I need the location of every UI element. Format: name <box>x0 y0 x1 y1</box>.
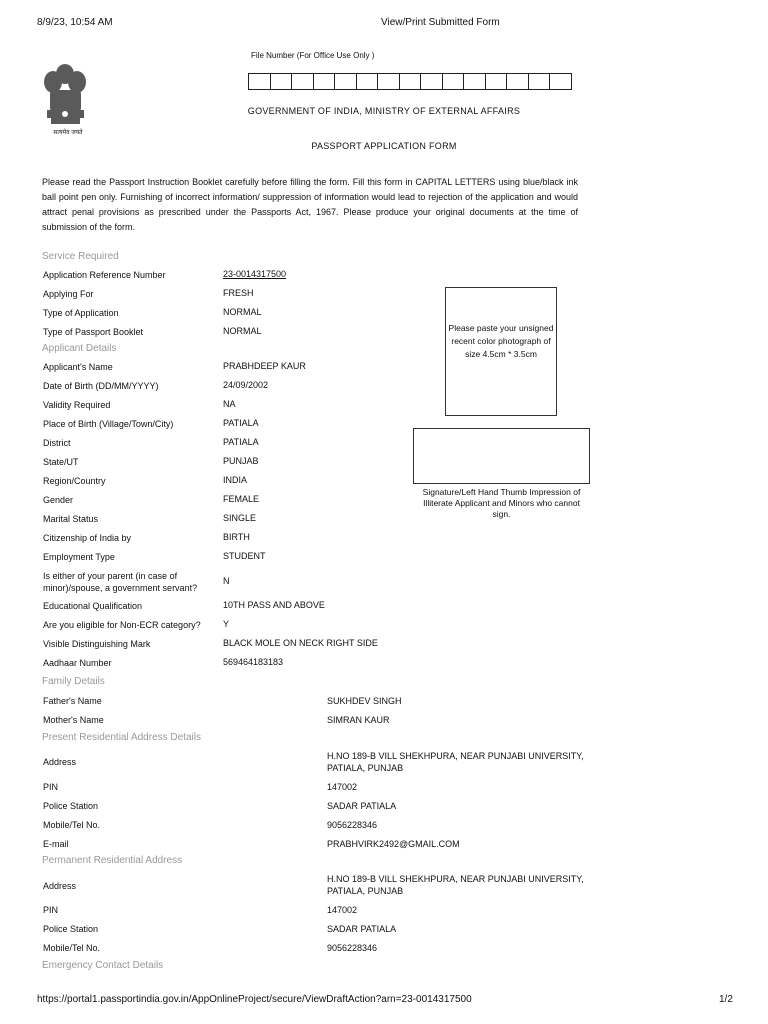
value-type-of-application: NORMAL <box>223 307 262 317</box>
label-distinguishing-mark: Visible Distinguishing Mark <box>43 639 151 649</box>
label-arn: Application Reference Number <box>43 270 166 280</box>
section-family-details: Family Details <box>42 676 105 687</box>
label-present-police-station: Police Station <box>43 801 99 811</box>
value-present-police-station: SADAR PATIALA <box>327 801 397 811</box>
photo-instruction: Please paste your unsigned recent color photograph of size 4.5cm * 3.5cm <box>448 323 554 359</box>
section-service-required: Service Required <box>42 251 119 262</box>
value-present-pin: 147002 <box>327 782 358 792</box>
value-applicant-name: PRABHDEEP KAUR <box>223 361 306 371</box>
value-present-address: H.NO 189-B VILL SHEKHPURA, NEAR PUNJABI UNIVERSITY, PATIALA, PUNJAB <box>327 751 584 773</box>
value-place-of-birth: PATIALA <box>223 418 259 428</box>
section-present-address: Present Residential Address Details <box>42 732 201 743</box>
value-applying-for: FRESH <box>223 288 254 298</box>
value-education: 10TH PASS AND ABOVE <box>223 600 325 610</box>
value-permanent-mobile: 9056228346 <box>327 943 378 953</box>
photo-box <box>445 287 557 416</box>
label-marital-status: Marital Status <box>43 514 99 524</box>
label-validity: Validity Required <box>43 400 111 410</box>
signature-box <box>413 428 590 484</box>
value-father-name: SUKHDEV SINGH <box>327 696 402 706</box>
label-present-pin: PIN <box>43 782 59 792</box>
emblem-motto: सत्यमेव जयते <box>53 130 83 136</box>
section-permanent-address: Permanent Residential Address <box>42 855 183 866</box>
label-non-ecr: Are you eligible for Non-ECR category? <box>43 620 201 630</box>
label-aadhaar: Aadhaar Number <box>43 658 112 668</box>
label-present-address: Address <box>43 757 77 767</box>
label-present-mobile: Mobile/Tel No. <box>43 820 101 830</box>
file-number-label: File Number (For Office Use Only ) <box>251 51 375 60</box>
value-booklet-type: NORMAL <box>223 326 262 336</box>
label-mother-name: Mother's Name <box>43 715 104 725</box>
label-region: Region/Country <box>43 476 106 486</box>
section-emergency-contact: Emergency Contact Details <box>42 960 164 971</box>
value-marital-status: SINGLE <box>223 513 257 523</box>
instructions-paragraph: Please read the Passport Instruction Booklet carefully before filling the form. Fill this form in CAPITAL LETTERS using blue/black ink ball point pen only. Furnishing of incorrect information/ suppression of information would lead to rejection of the application and would attract penal provisions as prescribed under the Passports Act, 1967. Please produce your original documents at the time of submission of the form. <box>42 177 578 232</box>
value-state: PUNJAB <box>223 456 259 466</box>
value-present-email: PRABHVIRK2492@GMAIL.COM <box>327 839 460 849</box>
page-url: https://portal1.passportindia.gov.in/AppOnlineProject/secure/ViewDraftAction?arn=23-0014317500 <box>37 994 472 1005</box>
value-present-mobile: 9056228346 <box>327 820 378 830</box>
print-datetime: 8/9/23, 10:54 AM <box>37 17 113 28</box>
label-district: District <box>43 438 71 448</box>
value-citizenship: BIRTH <box>223 532 250 542</box>
label-applicant-name: Applicant's Name <box>43 362 113 372</box>
value-arn: 23-0014317500 <box>223 269 287 279</box>
print-title: View/Print Submitted Form <box>381 17 500 28</box>
label-present-email: E-mail <box>43 839 69 849</box>
value-district: PATIALA <box>223 437 259 447</box>
file-number-boxes <box>249 73 572 90</box>
value-permanent-police-station: SADAR PATIALA <box>327 924 397 934</box>
value-region: INDIA <box>223 475 248 485</box>
value-distinguishing-mark: BLACK MOLE ON NECK RIGHT SIDE <box>223 638 378 648</box>
value-gender: FEMALE <box>223 494 260 504</box>
value-employment: STUDENT <box>223 551 266 561</box>
label-permanent-police-station: Police Station <box>43 924 99 934</box>
value-mother-name: SIMRAN KAUR <box>327 715 390 725</box>
ministry-heading: GOVERNMENT OF INDIA, MINISTRY OF EXTERNAL AFFAIRS <box>247 106 521 116</box>
value-permanent-pin: 147002 <box>327 905 358 915</box>
value-dob: 24/09/2002 <box>223 380 269 390</box>
value-aadhaar: 569464183183 <box>223 657 284 667</box>
label-father-name: Father's Name <box>43 696 102 706</box>
label-permanent-pin: PIN <box>43 905 59 915</box>
label-state: State/UT <box>43 457 79 467</box>
value-validity: NA <box>223 399 236 409</box>
value-permanent-address: H.NO 189-B VILL SHEKHPURA, NEAR PUNJABI UNIVERSITY, PATIALA, PUNJAB <box>327 874 584 896</box>
label-permanent-address: Address <box>43 881 77 891</box>
label-booklet-type: Type of Passport Booklet <box>43 327 144 337</box>
label-applying-for: Applying For <box>43 289 94 299</box>
label-employment: Employment Type <box>43 552 115 562</box>
label-dob: Date of Birth (DD/MM/YYYY) <box>43 381 159 391</box>
label-permanent-mobile: Mobile/Tel No. <box>43 943 101 953</box>
label-govt-servant: Is either of your parent (in case of minor)/spouse, a government servant? <box>43 571 198 593</box>
label-citizenship: Citizenship of India by <box>43 533 132 543</box>
label-type-of-application: Type of Application <box>43 308 119 318</box>
value-non-ecr: Y <box>223 619 230 629</box>
value-govt-servant: N <box>223 576 230 586</box>
label-education: Educational Qualification <box>43 601 143 611</box>
form-title: PASSPORT APPLICATION FORM <box>311 141 457 151</box>
signature-instruction: Signature/Left Hand Thumb Impression of Illiterate Applicant and Minors who cannot sign. <box>422 487 581 519</box>
label-place-of-birth: Place of Birth (Village/Town/City) <box>43 419 174 429</box>
label-gender: Gender <box>43 495 74 505</box>
page-number: 1/2 <box>719 994 733 1005</box>
section-applicant-details: Applicant Details <box>42 343 117 354</box>
